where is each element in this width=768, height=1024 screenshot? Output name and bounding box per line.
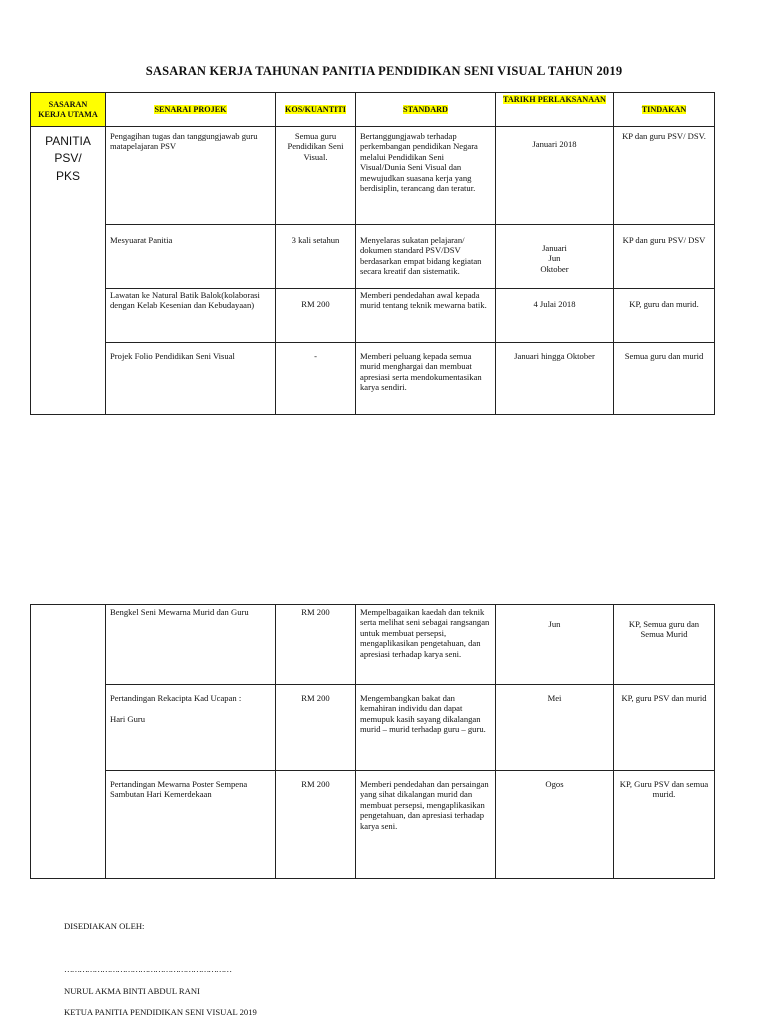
cost-cell: RM 200: [276, 605, 356, 685]
header-tindakan: TINDAKAN: [614, 93, 715, 127]
main-target-line: PANITIA: [45, 134, 91, 148]
standard-cell: Mempelbagaikan kaedah dan teknik serta melihat seni sebagai rangsangan untuk membuat persepsi, mengaplikasikan pengetahuan, dan apresiasi terhadap karya seni.: [356, 605, 496, 685]
work-plan-table: [30, 92, 715, 415]
table-row: [31, 685, 715, 771]
action-cell: KP dan guru PSV/ DSV.: [614, 127, 715, 225]
date-cell: Ogos: [496, 771, 614, 879]
table-row: [31, 343, 715, 415]
standard-cell: Mengembangkan bakat dan kemahiran individu dan dapat memupuk kasih sayang dikalangan murid – murid terhadap guru – guru.: [356, 685, 496, 771]
project-cell: Pertandingan Mewarna Poster Sempena Sambutan Hari Kemerdekaan: [106, 771, 276, 879]
standard-cell: Bertanggungjawab terhadap perkembangan pendidikan Negara melalui Pendidikan Seni Visual/Dunia Seni Visual dan mewujudkan suasana kerja yang berdisiplin, terancang dan teratur.: [356, 127, 496, 225]
header-senarai-projek: SENARAI PROJEK: [106, 93, 276, 127]
header-tarikh-perlaksanaan: TARIKH PERLAKSANAAN: [496, 93, 614, 127]
preparer-name: NURUL AKMA BINTI ABDUL RANI: [64, 986, 200, 996]
header-standard: STANDARD: [356, 93, 496, 127]
project-cell: Bengkel Seni Mewarna Murid dan Guru: [106, 605, 276, 685]
signature-line: …………………………………………………………: [64, 964, 232, 974]
project-cell: Mesyuarat Panitia: [106, 225, 276, 289]
project-cell: Pengagihan tugas dan tanggungjawab guru matapelajaran PSV: [106, 127, 276, 225]
main-target-cell: [31, 605, 106, 879]
cost-cell: RM 200: [276, 289, 356, 343]
action-cell: KP dan guru PSV/ DSV: [614, 225, 715, 289]
cost-cell: Semua guru Pendidikan Seni Visual.: [276, 127, 356, 225]
work-plan-table-continued: [30, 604, 715, 879]
standard-cell: Memberi pendedahan dan persaingan yang sihat dikalangan murid dan membuat persepsi, mengaplikasikan pengetahuan, dan apresiasi terhadap karya seni.: [356, 771, 496, 879]
date-cell: Januari 2018: [496, 127, 614, 225]
standard-cell: Memberi peluang kepada semua murid menghargai dan membuat apresiasi serta mendokumentasikan karya sendiri.: [356, 343, 496, 415]
table-row: [31, 225, 715, 289]
preparer-position: KETUA PANITIA PENDIDIKAN SENI VISUAL 2019: [64, 1007, 257, 1017]
action-cell: KP, Guru PSV dan semua murid.: [614, 771, 715, 879]
action-cell: KP, guru PSV dan murid: [614, 685, 715, 771]
action-cell: KP, guru dan murid.: [614, 289, 715, 343]
cost-cell: 3 kali setahun: [276, 225, 356, 289]
date-cell: Januari Jun Oktober: [496, 225, 614, 289]
cost-cell: RM 200: [276, 771, 356, 879]
header-sasaran-kerja-utama: SASARAN KERJA UTAMA: [31, 93, 106, 127]
date-cell: Mei: [496, 685, 614, 771]
action-cell: Semua guru dan murid: [614, 343, 715, 415]
project-cell: Pertandingan Rekacipta Kad Ucapan : Hari Guru: [106, 685, 276, 771]
table-row: [31, 605, 715, 685]
prepared-by-label: DISEDIAKAN OLEH:: [64, 921, 145, 931]
date-cell: Jun: [496, 605, 614, 685]
date-cell: 4 Julai 2018: [496, 289, 614, 343]
table-row: [31, 289, 715, 343]
action-cell: KP, Semua guru dan Semua Murid: [614, 605, 715, 685]
cost-cell: -: [276, 343, 356, 415]
header-kos-kuantiti: KOS/KUANTITI: [276, 93, 356, 127]
document-title: SASARAN KERJA TAHUNAN PANITIA PENDIDIKAN SENI VISUAL TAHUN 2019: [145, 64, 623, 78]
project-cell: Lawatan ke Natural Batik Balok(kolaborasi dengan Kelab Kesenian dan Kebudayaan): [106, 289, 276, 343]
table-row: [31, 127, 715, 225]
main-target-cell: [31, 127, 106, 415]
main-target-line: PKS: [55, 168, 80, 183]
project-cell: Projek Folio Pendidikan Seni Visual: [106, 343, 276, 415]
standard-cell: Memberi pendedahan awal kepada murid tentang teknik mewarna batik.: [356, 289, 496, 343]
main-target-line: PSV/: [54, 151, 82, 166]
cost-cell: RM 200: [276, 685, 356, 771]
date-cell: Januari hingga Oktober: [496, 343, 614, 415]
standard-cell: Menyelaras sukatan pelajaran/ dokumen standard PSV/DSV berdasarkan empat bidang kegiatan secara kreatif dan sistematik.: [356, 225, 496, 289]
table-row: [31, 771, 715, 879]
